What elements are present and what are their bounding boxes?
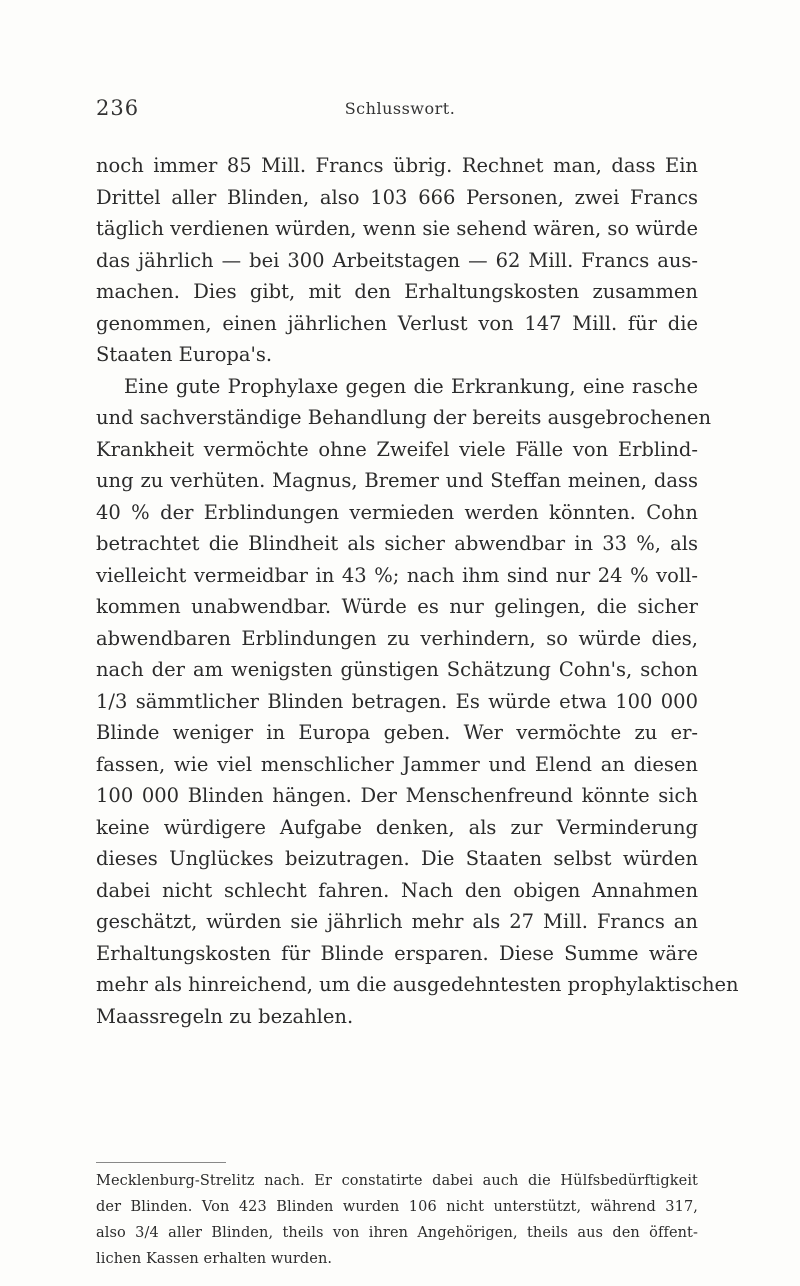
- paragraph-1: [96, 150, 698, 371]
- footnote-line: der Blinden. Von 423 Blinden wurden 106 nicht unterstützt, während 317,: [96, 1199, 698, 1215]
- footnote-divider: [96, 1162, 226, 1163]
- text-line: Maassregeln zu bezahlen.: [96, 1004, 354, 1028]
- text-line: Erhaltungskosten für Blinde ersparen. Diese Summe wäre: [96, 941, 698, 965]
- text-line: genommen, einen jährlichen Verlust von 147 Mill. für die: [96, 311, 698, 335]
- text-line: Staaten Europa's.: [96, 343, 273, 366]
- footnote-line: lichen Kassen erhalten wurden.: [96, 1251, 333, 1267]
- text-line: Drittel aller Blinden, also 103 666 Personen, zwei Francs: [96, 185, 698, 209]
- text-line: machen. Dies gibt, mit den Erhaltungskosten zusammen: [96, 280, 698, 303]
- text-line: keine würdigere Aufgabe denken, als zur Verminderung: [96, 815, 698, 839]
- text-line: 40 % der Erblindungen vermieden werden könnten. Cohn: [96, 500, 698, 524]
- footnote-line: Mecklenburg-Strelitz nach. Er constatirte dabei auch die Hülfsbedürftigkeit: [96, 1173, 698, 1189]
- text-line: mehr als hinreichend, um die ausgedehntesten prophylaktischen: [96, 973, 739, 996]
- text-line: 100 000 Blinden hängen. Der Menschenfreund könnte sich: [96, 784, 698, 807]
- text-line: Eine gute Prophylaxe gegen die Erkrankung, eine rasche: [124, 374, 698, 398]
- paragraph-2: [96, 371, 739, 1033]
- text-line: betrachtet die Blindheit als sicher abwendbar in 33 %, als: [96, 532, 698, 555]
- text-line: noch immer 85 Mill. Francs übrig. Rechnet man, dass Ein: [96, 154, 698, 177]
- body-text: [96, 150, 739, 1032]
- text-line: geschätzt, würden sie jährlich mehr als 27 Mill. Francs an: [96, 910, 698, 933]
- text-line: täglich verdienen würden, wenn sie sehend wären, so würde: [96, 217, 698, 240]
- text-line: dieses Unglückes beizutragen. Die Staaten selbst würden: [96, 847, 698, 870]
- text-line: vielleicht vermeidbar in 43 %; nach ihm sind nur 24 % voll-: [96, 563, 698, 587]
- text-line: 1/3 sämmtlicher Blinden betragen. Es würde etwa 100 000: [96, 689, 698, 713]
- text-line: das jährlich — bei 300 Arbeitstagen — 62 Mill. Francs aus-: [96, 248, 698, 272]
- running-head: Schlusswort.: [344, 99, 456, 118]
- text-line: Blinde weniger in Europa geben. Wer vermöchte zu er-: [96, 721, 698, 744]
- footnote-line: also 3/4 aller Blinden, theils von ihren Angehörigen, theils aus den öffent-: [96, 1225, 698, 1241]
- text-line: abwendbaren Erblindungen zu verhindern, so würde dies,: [96, 626, 698, 650]
- page-header: [96, 96, 704, 126]
- text-line: fassen, wie viel menschlicher Jammer und Elend an diesen: [96, 752, 698, 776]
- footnote: [96, 1168, 698, 1272]
- text-line: ung zu verhüten. Magnus, Bremer und Steffan meinen, dass: [96, 469, 698, 492]
- text-line: und sachverständige Behandlung der bereits ausgebrochenen: [96, 406, 712, 429]
- text-line: dabei nicht schlecht fahren. Nach den obigen Annahmen: [96, 878, 698, 902]
- page-number: 236: [96, 96, 140, 120]
- text-line: nach der am wenigsten günstigen Schätzung Cohn's, schon: [96, 658, 698, 681]
- text-line: Krankheit vermöchte ohne Zweifel viele Fälle von Erblind-: [96, 437, 698, 461]
- text-line: kommen unabwendbar. Würde es nur gelingen, die sicher: [96, 595, 698, 618]
